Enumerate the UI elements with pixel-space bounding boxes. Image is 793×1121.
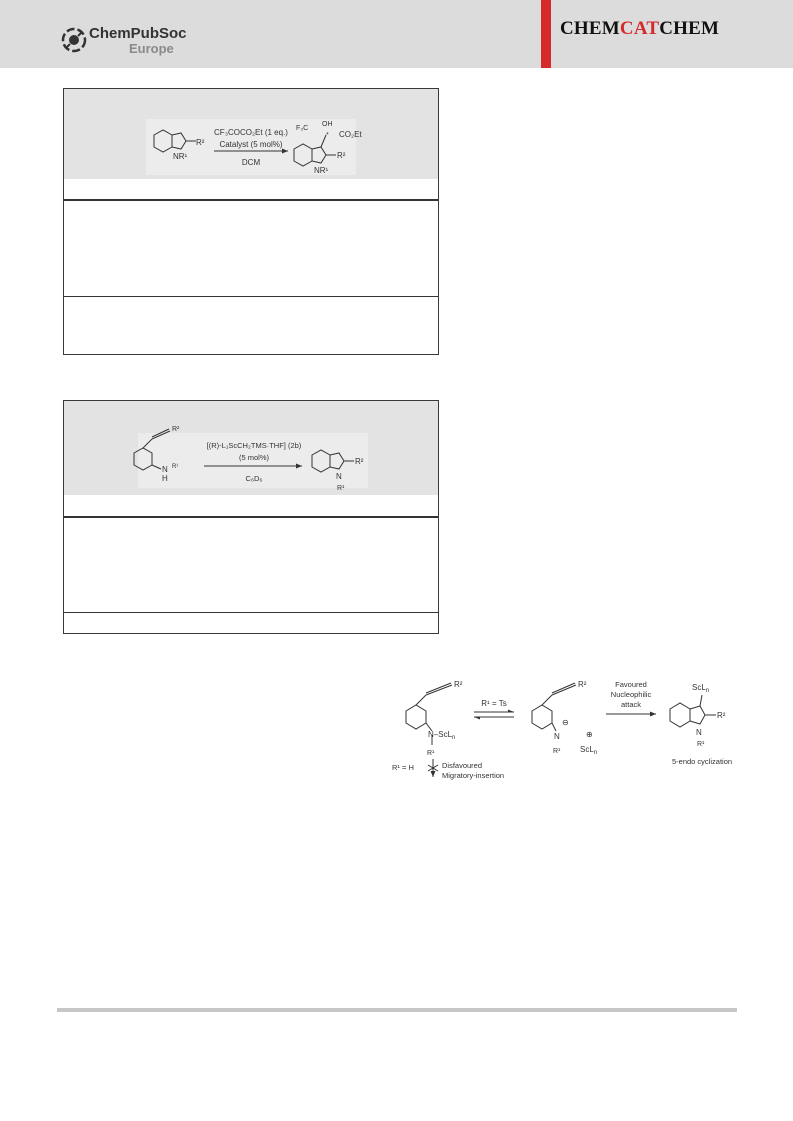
svg-text:C₆D₆: C₆D₆ [245, 474, 263, 483]
chempubsoc-logo-icon [60, 26, 88, 54]
mid-scl-label: ScL$_n$ [580, 745, 598, 756]
svg-text:R²: R² [578, 680, 587, 689]
product-scl-label: ScL$_n$ [692, 683, 710, 694]
svg-text:Nucleophilic: Nucleophilic [610, 690, 652, 699]
publisher-subtitle: Europe [129, 41, 174, 56]
svg-text:R¹: R¹ [172, 464, 179, 470]
svg-text:H: H [162, 474, 168, 483]
svg-text:DCM: DCM [241, 158, 261, 167]
svg-text:Catalyst (5 mol%): Catalyst (5 mol%) [219, 140, 283, 149]
table-2-mid-rule [64, 612, 438, 613]
table-box-1 [63, 88, 439, 355]
svg-text:Favoured: Favoured [615, 680, 647, 689]
svg-text:R¹: R¹ [427, 750, 435, 757]
svg-text:R²: R² [196, 138, 205, 147]
table-box-2 [63, 400, 439, 634]
svg-text:⊕: ⊕ [586, 730, 593, 739]
svg-text:[(R)-L₁ScCH₂TMS·THF] (2b): [(R)-L₁ScCH₂TMS·THF] (2b) [206, 441, 302, 450]
publisher-name: ChemPubSoc [89, 25, 187, 42]
svg-text:R¹: R¹ [697, 741, 705, 748]
reaction-scheme-2 [64, 401, 440, 495]
table-1-top-rule [64, 199, 438, 201]
page-header [0, 0, 793, 68]
journal-accent-bar [541, 0, 551, 68]
svg-text:Migratory-insertion: Migratory-insertion [442, 771, 505, 780]
svg-text:R²: R² [717, 711, 726, 720]
svg-text:N: N [162, 465, 168, 474]
footer-rule [57, 1008, 737, 1012]
table-2-top-rule [64, 516, 438, 518]
table-1-mid-rule [64, 296, 438, 297]
svg-text:R²: R² [454, 680, 463, 689]
svg-text:R¹ = H: R¹ = H [392, 763, 414, 772]
svg-text:R¹: R¹ [553, 748, 561, 755]
mechanism-scheme [390, 673, 750, 785]
svg-text:5-endo cyclization: 5-endo cyclization [672, 757, 733, 766]
svg-text:N: N [336, 472, 342, 481]
svg-text:⊖: ⊖ [562, 718, 569, 727]
svg-text:R¹ = Ts: R¹ = Ts [481, 699, 507, 708]
svg-text:F₃C: F₃C [296, 125, 309, 132]
svg-text:CF₃COCO₂Et (1 eq.): CF₃COCO₂Et (1 eq.) [214, 128, 288, 137]
reaction-scheme-1 [64, 89, 440, 179]
svg-text:*: * [326, 132, 329, 139]
svg-text:N: N [696, 728, 702, 737]
svg-text:CO₂Et: CO₂Et [339, 130, 362, 139]
svg-text:attack: attack [620, 700, 642, 709]
svg-text:N: N [554, 732, 560, 741]
svg-text:R²: R² [355, 457, 364, 466]
svg-text:R²: R² [337, 151, 346, 160]
svg-text:NR¹: NR¹ [314, 166, 329, 175]
svg-text:R¹: R¹ [337, 485, 345, 492]
amide-nscl-label: N–ScL$_n$ [428, 730, 456, 741]
svg-text:NR¹: NR¹ [173, 152, 188, 161]
svg-text:Disfavoured: Disfavoured [442, 761, 483, 770]
svg-text:(5 mol%): (5 mol%) [238, 453, 270, 462]
svg-text:R²: R² [172, 426, 180, 433]
journal-title: CHEMCATCHEM [560, 18, 720, 39]
svg-text:OH: OH [322, 121, 333, 128]
